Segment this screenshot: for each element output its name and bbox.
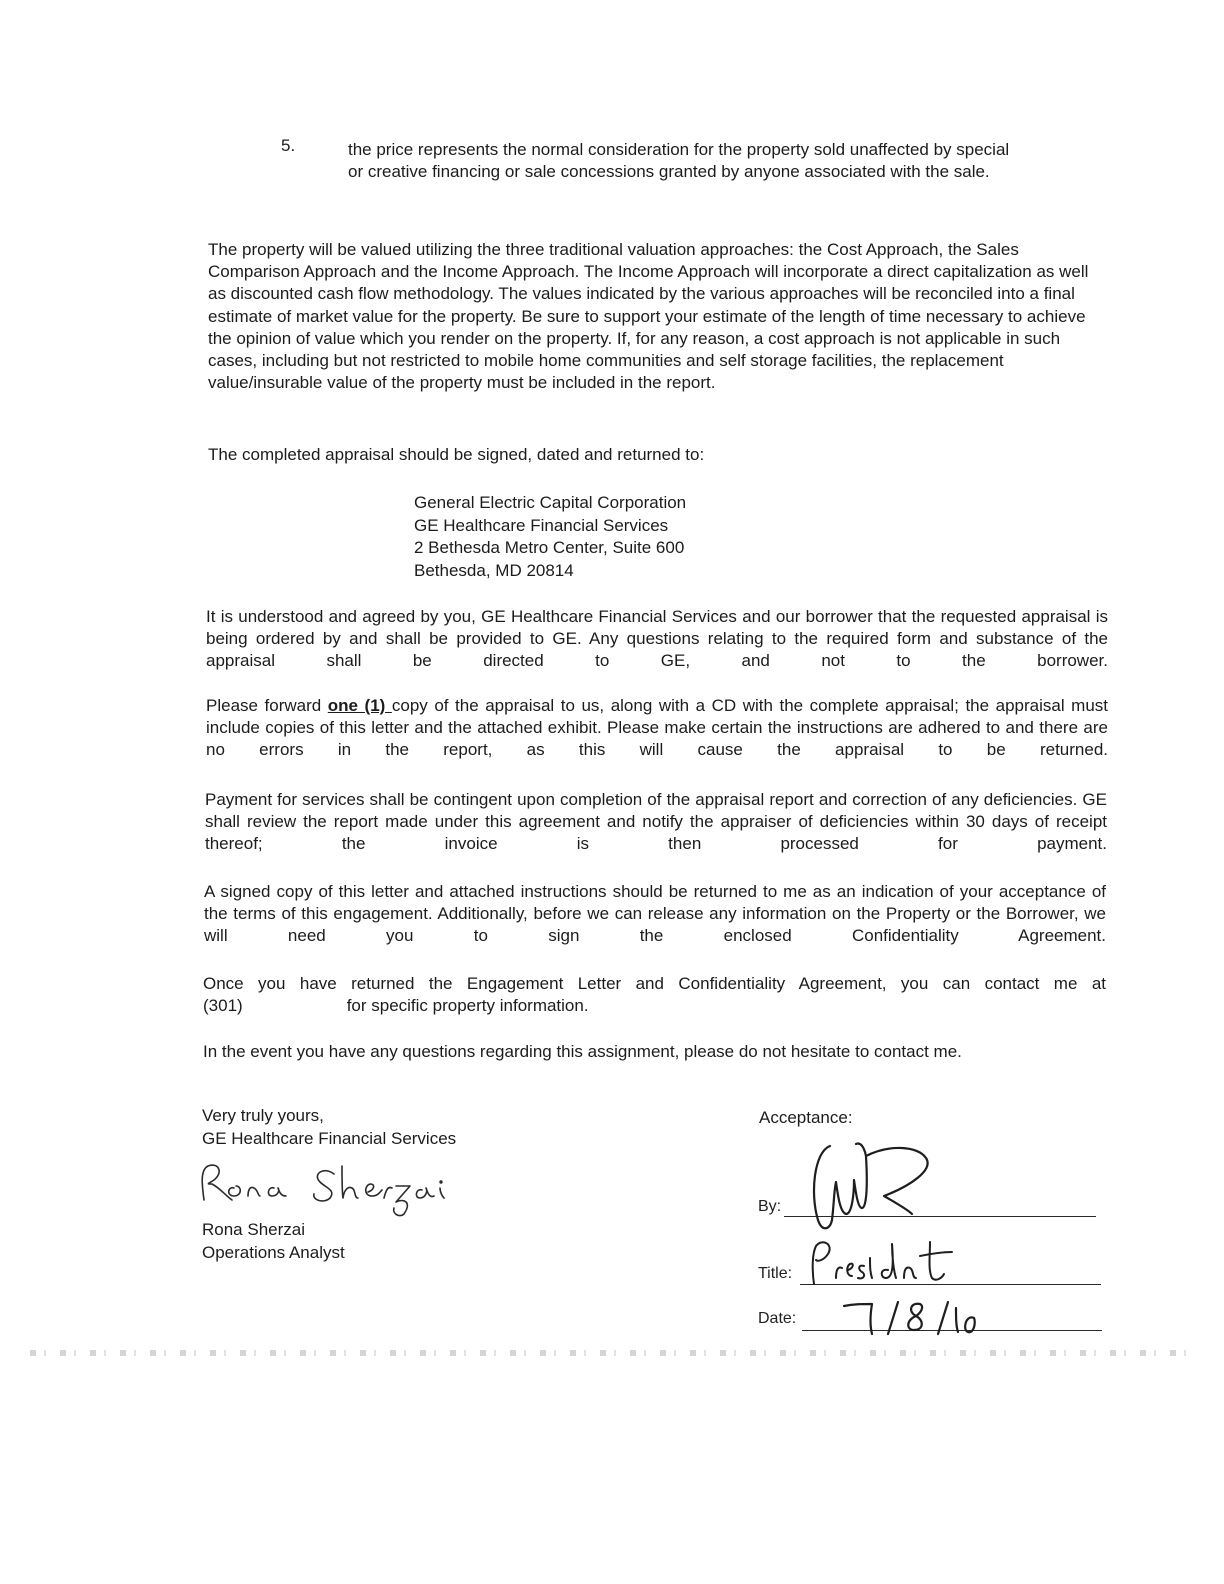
contact-paragraph	[203, 973, 1106, 1017]
forward-paragraph	[206, 695, 1108, 762]
list-item-5-line2: or creative financing or sale concessions granted by anyone associated with the sale.	[348, 162, 990, 182]
sender-company: GE Healthcare Financial Services	[202, 1129, 457, 1148]
payment-text: Payment for services shall be contingent upon completion of the appraisal report and correction of any deficiencies. GE shall review the report made under this agreement and notify the appraiser of deficiencies within 30 days of receipt thereof; the invoice is then processed for payment.	[205, 790, 1107, 854]
signed-copy-paragraph	[204, 881, 1106, 948]
forward-after: copy of the appraisal to us, along with a CD with the complete appraisal; the appraisal must include copies of this letter and the attached exhibit. Please make certain the instructions are adhered to and there are no errors in the report, as this will cause the appraisal to be returned.	[206, 696, 1108, 760]
acceptance-signature	[800, 1134, 950, 1234]
scan-artifact-line	[30, 1350, 1190, 1356]
acceptance-label: Acceptance:	[759, 1108, 853, 1127]
contact-suffix: for specific property information.	[346, 996, 589, 1016]
return-instructions: The completed appraisal should be signed, dated and returned to:	[208, 445, 705, 464]
by-label: By:	[758, 1198, 782, 1215]
address-line-3: 2 Bethesda Metro Center, Suite 600	[414, 538, 685, 557]
title-label: Title:	[758, 1265, 793, 1282]
contact-line-1: Once you have returned the Engagement Letter and Confidentiality Agreement, you can contact me at	[203, 974, 1106, 993]
signed-copy-text: A signed copy of this letter and attached instructions should be returned to me as an indication of your acceptance of the terms of this engagement. Additionally, before we can release any information on the Property or the Borrower, we will need you to sign the enclosed Confidentiality Agreement.	[204, 882, 1106, 946]
forward-before: Please forward	[206, 696, 328, 715]
address-line-1: General Electric Capital Corporation	[414, 493, 687, 512]
salutation: Very truly yours,	[202, 1106, 324, 1125]
date-handwriting	[840, 1298, 980, 1338]
understood-paragraph	[206, 606, 1108, 673]
list-item-5-line1: the price represents the normal consideration for the property sold unaffected by special	[348, 140, 1010, 159]
sender-title: Operations Analyst	[202, 1243, 345, 1262]
sender-name-block	[202, 1218, 562, 1264]
list-item-5	[348, 139, 1103, 183]
list-number: 5.	[281, 136, 296, 155]
questions-paragraph: In the event you have any questions regarding this assignment, please do not hesitate to contact me.	[203, 1042, 962, 1061]
contact-line-2	[203, 995, 1106, 1017]
understood-text: It is understood and agreed by you, GE Healthcare Financial Services and our borrower that the requested appraisal is being ordered by and shall be provided to GE. Any questions relating to the required form and substance of the appraisal shall be directed to GE, and not to the borrower.	[206, 607, 1108, 671]
closing-block	[202, 1104, 562, 1150]
valuation-paragraph: The property will be valued utilizing the three traditional valuation approaches: the Cost Approach, the Sales Comparison Approach and the Income Approach. The Income Approach will incorporate a direct capitalization as well as discounted cash flow methodology. The values indicated by the various approaches will be reconciled into a final estimate of market value for the property. Be sure to support your estimate of the length of time necessary to achieve the opinion of value which you render on the property. If, for any reason, a cost approach is not applicable in such cases, including but not restricted to mobile home communities and self storage facilities, the replacement value/insurable value of the property must be included in the report.	[208, 240, 1089, 393]
sender-signature	[196, 1160, 456, 1220]
title-handwriting	[808, 1238, 958, 1288]
date-label: Date:	[758, 1310, 797, 1327]
sender-name: Rona Sherzai	[202, 1220, 306, 1239]
address-line-2: GE Healthcare Financial Services	[414, 515, 669, 535]
return-address	[414, 492, 814, 582]
forward-copy-count: one (1)	[327, 696, 392, 715]
address-line-4: Bethesda, MD 20814	[414, 560, 574, 580]
phone-prefix: (301)	[203, 996, 243, 1016]
payment-paragraph	[205, 789, 1107, 856]
